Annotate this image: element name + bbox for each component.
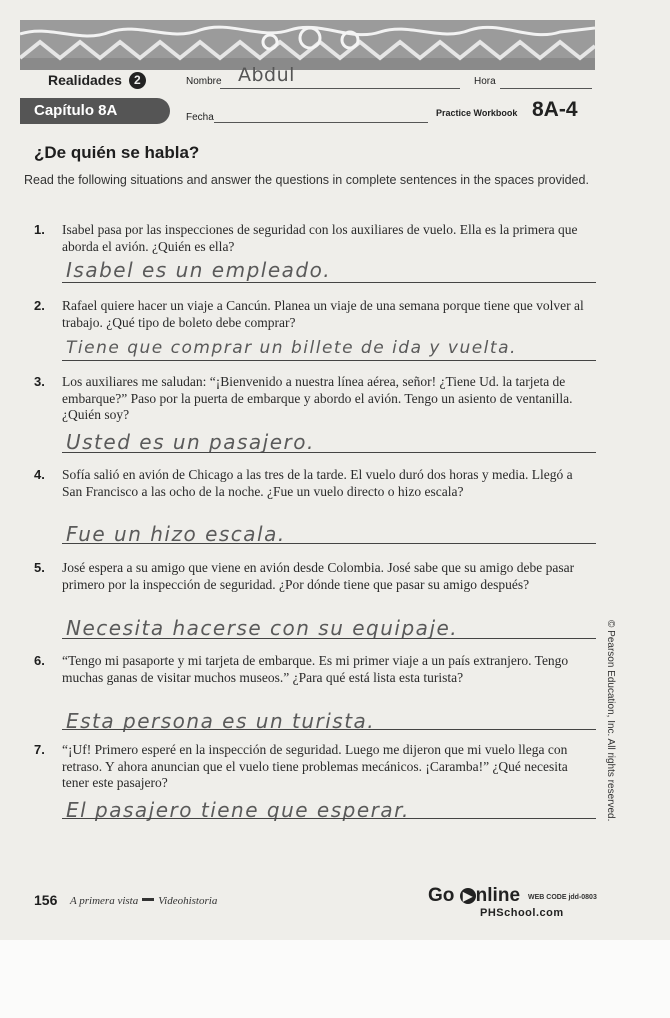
hour-label: Hora <box>474 76 496 87</box>
decorative-header-band <box>20 20 595 70</box>
answer-handwriting: Esta persona es un turista. <box>66 709 376 733</box>
instructions: Read the following situations and answer the questions in complete sentences in the spaces provided. <box>24 173 589 187</box>
workbook-code: 8A-4 <box>532 98 578 121</box>
series-label <box>48 72 146 89</box>
question-text: “Tengo mi pasaporte y mi tarjeta de embarque. Es mi primer viaje a un país extranjero. Tengo muchas ganas de visitar muchos museos.” ¿Para qué está lista esta turista? <box>62 653 569 685</box>
hour-line <box>500 88 592 89</box>
answer-line <box>62 543 596 544</box>
question-number: 3. <box>34 374 45 389</box>
nline-text: nline <box>475 885 521 906</box>
name-line <box>220 88 460 89</box>
answer-line <box>62 638 596 639</box>
copyright-notice: © Pearson Education, Inc. All rights reserved. <box>605 620 616 822</box>
answer-handwriting: Usted es un pasajero. <box>66 430 315 454</box>
date-label: Fecha <box>186 112 214 123</box>
question-number: 1. <box>34 222 45 237</box>
question-7 <box>34 742 596 834</box>
go-online-logo <box>428 885 520 907</box>
answer-line <box>62 360 596 361</box>
scan-margin <box>0 940 670 1018</box>
worksheet-title: ¿De quién se habla? <box>34 143 200 162</box>
site-link: PHSchool.com <box>480 907 564 919</box>
question-text: Los auxiliares me saludan: “¡Bienvenido a nuestra línea aérea, señor! ¿Tiene Ud. la tarjeta de embarque?” Paso por la puerta de embarque y abordo el avión. Tengo un asiento de ventanilla. ¿Quién soy? <box>62 374 573 422</box>
question-6 <box>34 653 596 735</box>
answer-line <box>62 282 596 283</box>
answer-handwriting: El pasajero tiene que esperar. <box>66 798 410 822</box>
series-level-badge: 2 <box>129 72 146 89</box>
aztec-pattern-graphic <box>20 20 595 70</box>
name-label: Nombre <box>186 76 222 87</box>
answer-handwriting: Fue un hizo escala. <box>66 522 286 546</box>
question-1 <box>34 222 596 288</box>
question-number: 6. <box>34 653 45 668</box>
series-name: Realidades <box>48 72 122 88</box>
web-code: WEB CODE jdd-0803 <box>528 894 597 901</box>
question-number: 2. <box>34 298 45 313</box>
go-text: Go <box>428 885 455 906</box>
answer-line <box>62 729 596 730</box>
page-number: 156 <box>34 892 58 908</box>
subsection-name: Videohistoria <box>158 895 218 907</box>
question-text: Sofía salió en avión de Chicago a las tres de la tarde. El vuelo duró dos horas y media. Llegó a San Francisco a las ocho de la noche. ¿Fue un vuelo directo o hizo escala? <box>62 467 573 499</box>
answer-handwriting: Tiene que comprar un billete de ida y vuelta. <box>66 338 517 358</box>
question-text: Rafael quiere hacer un viaje a Cancún. Planea un viaje de una semana porque tiene que volver al trabajo. ¿Qué tipo de boleto debe comprar? <box>62 298 584 330</box>
question-5 <box>34 560 596 646</box>
practice-workbook-label: Practice Workbook <box>436 108 518 118</box>
question-text: “¡Uf! Primero esperé en la inspección de seguridad. Luego me dijeron que mi vuelo llega con retraso. Y ahora anuncian que el vuelo tiene problemas mecánicos. ¡Caramba!” ¿Qué necesita tener este pasajero? <box>62 742 568 790</box>
answer-handwriting: Necesita hacerse con su equipaje. <box>66 616 459 640</box>
answer-line <box>62 818 596 819</box>
online-o-icon: ▶ <box>460 888 476 904</box>
chapter-tab: Capítulo 8A <box>20 98 170 124</box>
section-reference <box>70 895 217 907</box>
question-3 <box>34 374 596 460</box>
question-number: 5. <box>34 560 45 575</box>
question-text: José espera a su amigo que viene en avión desde Colombia. José sabe que su amigo debe pasar primero por la inspección de seguridad. ¿Por dónde tiene que pasar su amigo después? <box>62 560 575 592</box>
question-number: 4. <box>34 467 45 482</box>
question-2 <box>34 298 596 368</box>
question-4 <box>34 467 596 553</box>
answer-line <box>62 452 596 453</box>
date-line <box>214 122 428 123</box>
name-handwriting: Abdul <box>238 64 295 86</box>
answer-handwriting: Isabel es un empleado. <box>66 258 332 282</box>
question-number: 7. <box>34 742 45 757</box>
dash-separator <box>142 898 154 901</box>
question-text: Isabel pasa por las inspecciones de seguridad con los auxiliares de vuelo. Ella es la primera que aborda el avión. ¿Quién es ella? <box>62 222 578 254</box>
section-name: A primera vista <box>70 895 139 907</box>
